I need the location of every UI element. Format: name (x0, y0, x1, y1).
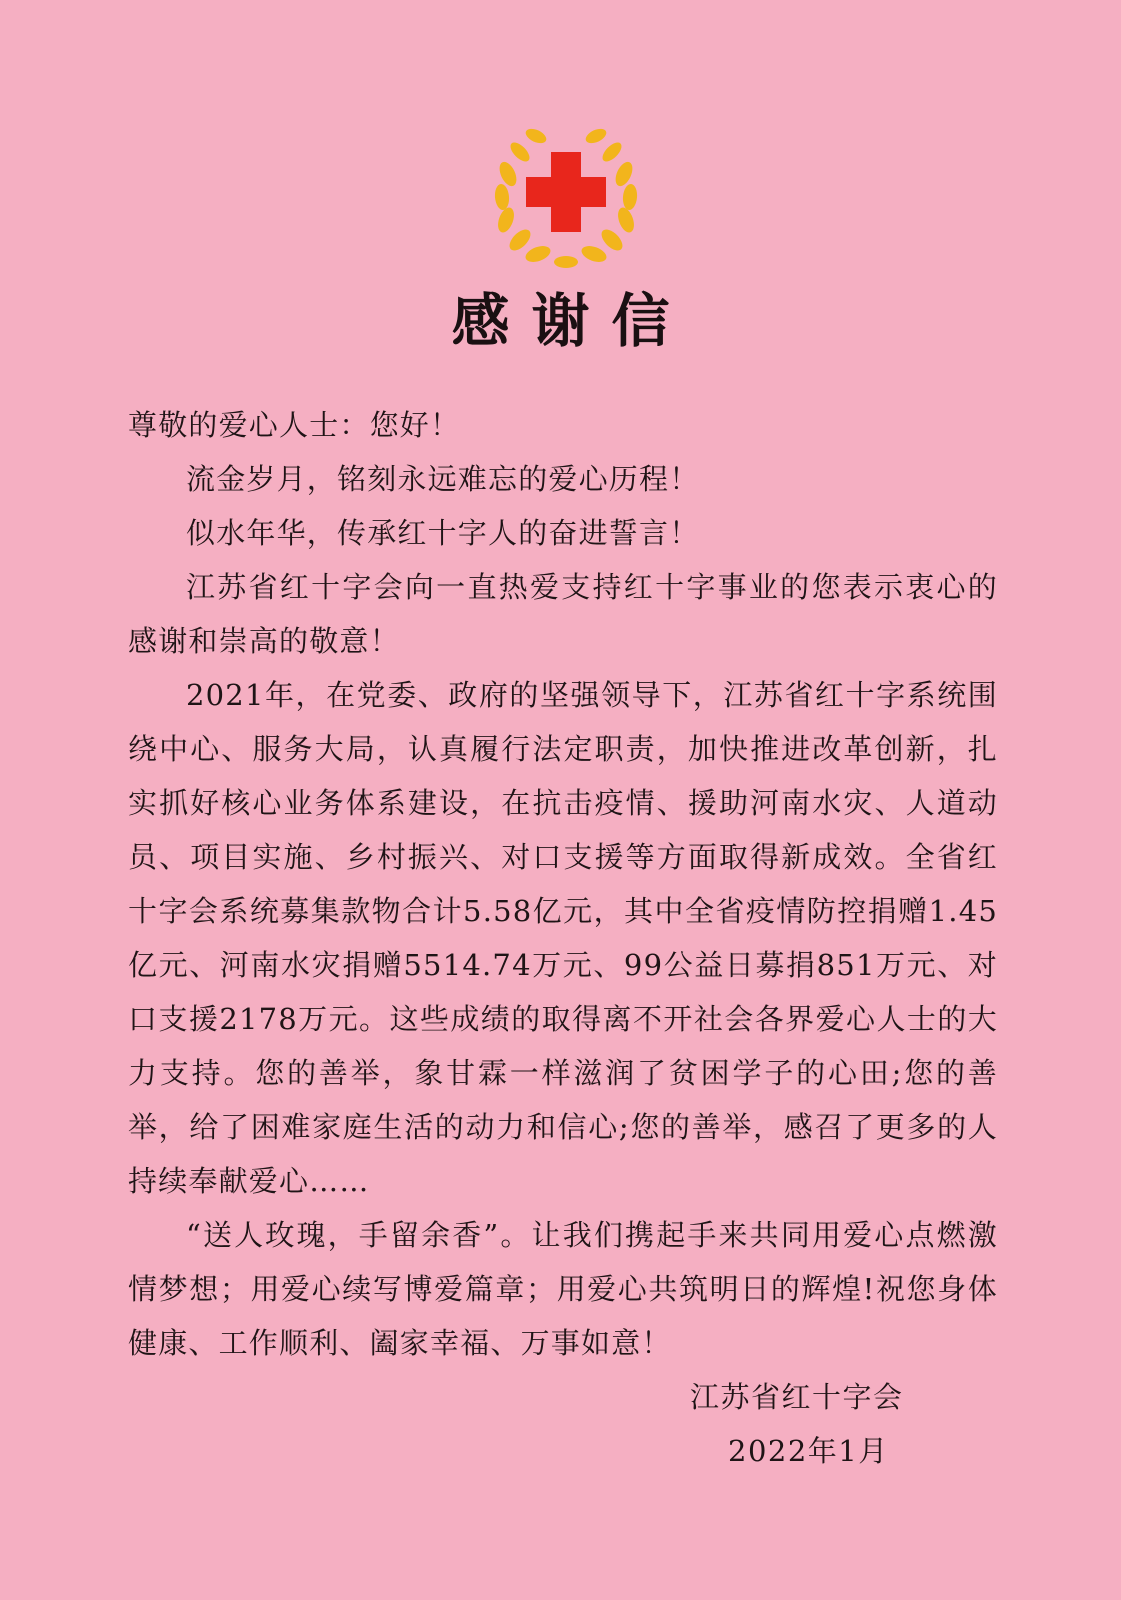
letter-body (128, 398, 998, 1370)
paragraph: “送人玫瑰，手留余香”。让我们携起手来共同用爱心点燃激情梦想；用爱心续写博爱篇章；用爱心共筑明日的辉煌!祝您身体健康、工作顺利、阖家幸福、万事如意！ (128, 1218, 998, 1360)
signature-block (690, 1370, 970, 1478)
signature-organization: 江苏省红十字会 (690, 1380, 904, 1414)
red-cross-emblem-icon (486, 112, 646, 272)
salutation: 尊敬的爱心人士：您好！ (128, 408, 461, 442)
paragraph: 流金岁月，铭刻永远难忘的爱心历程！ (186, 462, 700, 496)
paragraph: 江苏省红十字会向一直热爱支持红十字事业的您表示衷心的感谢和崇高的敬意！ (128, 570, 998, 658)
signature-date: 2022年1月 (728, 1434, 889, 1468)
paragraph: 2021年，在党委、政府的坚强领导下，江苏省红十字系统围绕中心、服务大局，认真履行法定职责，加快推进改革创新，扎实抓好核心业务体系建设，在抗击疫情、援助河南水灾、人道动员、项目实施、乡村振兴、对口支援等方面取得新成效。全省红十字会系统募集款物合计5.58亿元，其中全省疫情防控捐赠1.45亿元、河南水灾捐赠5514.74万元、99公益日募捐851万元、对口支援2178万元。这些成绩的取得离不开社会各界爱心人士的大力支持。您的善举，象甘霖一样滋润了贫困学子的心田;您的善举，给了困难家庭生活的动力和信心;您的善举，感召了更多的人持续奉献爱心…… (128, 678, 998, 1198)
letter-title: 感谢信 (451, 287, 692, 355)
paragraph: 似水年华，传承红十字人的奋进誓言！ (186, 516, 700, 550)
